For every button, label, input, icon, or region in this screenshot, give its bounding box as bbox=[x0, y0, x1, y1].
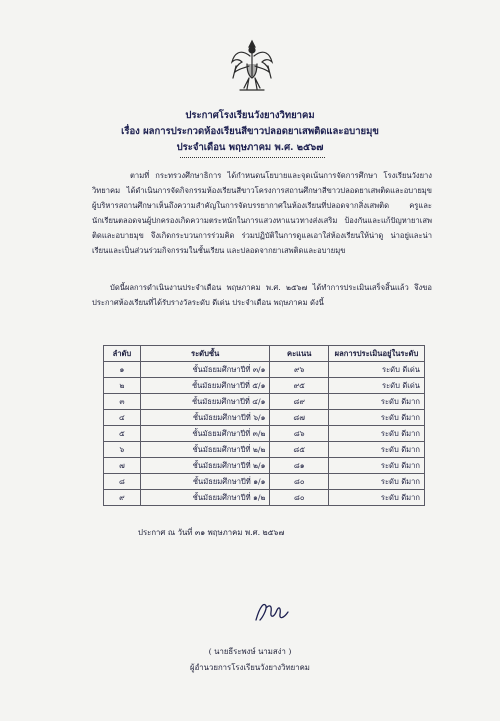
row-rank: ๘ bbox=[104, 474, 141, 490]
announcement-subject: เรื่อง ผลการประกวดห้องเรียนสีขาวปลอดยาเสพติดและอบายมุข bbox=[121, 126, 379, 137]
table-row bbox=[104, 490, 425, 506]
row-result: ระดับ ดีเด่น bbox=[329, 378, 425, 394]
row-result: ระดับ ดีเด่น bbox=[329, 362, 425, 378]
header-result: ผลการประเมินอยู่ในระดับ bbox=[329, 346, 425, 362]
table-row bbox=[104, 474, 425, 490]
row-rank: ๓ bbox=[104, 394, 141, 410]
dotted-divider bbox=[180, 153, 325, 158]
header-rank: ลำดับ bbox=[104, 346, 141, 362]
row-rank: ๖ bbox=[104, 442, 141, 458]
announcement-date: ประกาศ ณ วันที่ ๓๑ พฤษภาคม พ.ศ. ๒๕๖๗ bbox=[138, 528, 285, 537]
table-row bbox=[104, 442, 425, 458]
garuda-emblem-icon bbox=[230, 38, 274, 94]
table-row bbox=[104, 410, 425, 426]
row-rank: ๒ bbox=[104, 378, 141, 394]
row-grade: ชั้นมัธยมศึกษาปีที่ ๔/๑ bbox=[140, 394, 270, 410]
header-score: คะแนน bbox=[270, 346, 329, 362]
row-grade: ชั้นมัธยมศึกษาปีที่ ๓/๑ bbox=[140, 362, 270, 378]
row-rank: ๗ bbox=[104, 458, 141, 474]
row-grade: ชั้นมัธยมศึกษาปีที่ ๑/๑ bbox=[140, 474, 270, 490]
row-rank: ๕ bbox=[104, 426, 141, 442]
row-result: ระดับ ดีมาก bbox=[329, 458, 425, 474]
row-result: ระดับ ดีมาก bbox=[329, 410, 425, 426]
row-result: ระดับ ดีมาก bbox=[329, 394, 425, 410]
results-table bbox=[103, 345, 425, 506]
row-result: ระดับ ดีมาก bbox=[329, 426, 425, 442]
body-paragraph-2: บัดนี้ผลการดำเนินงานประจำเดือน พฤษภาคม พ.ศ. ๒๕๖๗ ได้ทำการประเมินเสร็จสิ้นแล้ว จึงขอประกาศห้องเรียนที่ได้รับรางวัลระดับ ดีเด่น ประจำเดือน พฤษภาคม ดังนี้ bbox=[92, 283, 432, 307]
announcement-title: ประกาศโรงเรียนวังยางวิทยาคม bbox=[185, 110, 315, 121]
header-grade: ระดับชั้น bbox=[140, 346, 270, 362]
row-result: ระดับ ดีมาก bbox=[329, 490, 425, 506]
row-rank: ๔ bbox=[104, 410, 141, 426]
table-row bbox=[104, 362, 425, 378]
row-result: ระดับ ดีมาก bbox=[329, 442, 425, 458]
table-header-row bbox=[104, 346, 425, 362]
row-score: ๙๕ bbox=[270, 378, 329, 394]
row-score: ๘๕ bbox=[270, 442, 329, 458]
announcement-period: ประจำเดือน พฤษภาคม พ.ศ. ๒๕๖๗ bbox=[176, 142, 324, 153]
row-score: ๘๑ bbox=[270, 458, 329, 474]
row-grade: ชั้นมัธยมศึกษาปีที่ ๒/๒ bbox=[140, 442, 270, 458]
table-row bbox=[104, 458, 425, 474]
row-score: ๘๐ bbox=[270, 474, 329, 490]
row-score: ๘๙ bbox=[270, 394, 329, 410]
signer-role: ผู้อำนวยการโรงเรียนวังยางวิทยาคม bbox=[190, 663, 310, 672]
body-paragraph-1: ตามที่ กระทรวงศึกษาธิการ ได้กำหนดนโยบายและจุดเน้นการจัดการศึกษา โรงเรียนวังยางวิทยาคม ได้ดำเนินการจัดกิจกรรมห้องเรียนสีขาวโครงการสถานศึกษาสีขาวปลอดยาเสพติดและอบายมุข ผู้บริหารสถานศึกษาเห็นถึงความสำคัญในการจัดบรรยากาศในห้องเรียนที่ปลอดจากสิ่งเสพติด ครูและนักเรียนตลอดจนผู้ปกครองเกิดความตระหนักในการแสวงหาแนวทางส่งเสริม ป้องกันและแก้ปัญหายาเสพติดและอบายมุข จึงเกิดกระบวนการร่วมคิด ร่วมปฏิบัติในการดูแลเอาใส่ห้องเรียนให้น่าดู น่าอยู่และน่าเรียนและเป็นส่วนร่วมกิจกรรมในชั้นเรียน และปลอดจากยาเสพติดและอบายมุข bbox=[92, 171, 432, 255]
signature-icon bbox=[252, 598, 292, 626]
table-row bbox=[104, 378, 425, 394]
row-grade: ชั้นมัธยมศึกษาปีที่ ๒/๑ bbox=[140, 458, 270, 474]
row-score: ๘๗ bbox=[270, 410, 329, 426]
row-score: ๘๖ bbox=[270, 426, 329, 442]
row-grade: ชั้นมัธยมศึกษาปีที่ ๓/๒ bbox=[140, 426, 270, 442]
row-rank: ๙ bbox=[104, 490, 141, 506]
table-row bbox=[104, 394, 425, 410]
row-grade: ชั้นมัธยมศึกษาปีที่ ๖/๑ bbox=[140, 410, 270, 426]
row-score: ๘๐ bbox=[270, 490, 329, 506]
row-rank: ๑ bbox=[104, 362, 141, 378]
row-score: ๙๖ bbox=[270, 362, 329, 378]
table-row bbox=[104, 426, 425, 442]
row-grade: ชั้นมัธยมศึกษาปีที่ ๕/๑ bbox=[140, 378, 270, 394]
signer-name: ( นายธีระพงษ์ นามสง่า ) bbox=[208, 647, 292, 656]
row-result: ระดับ ดีมาก bbox=[329, 474, 425, 490]
row-grade: ชั้นมัธยมศึกษาปีที่ ๑/๒ bbox=[140, 490, 270, 506]
